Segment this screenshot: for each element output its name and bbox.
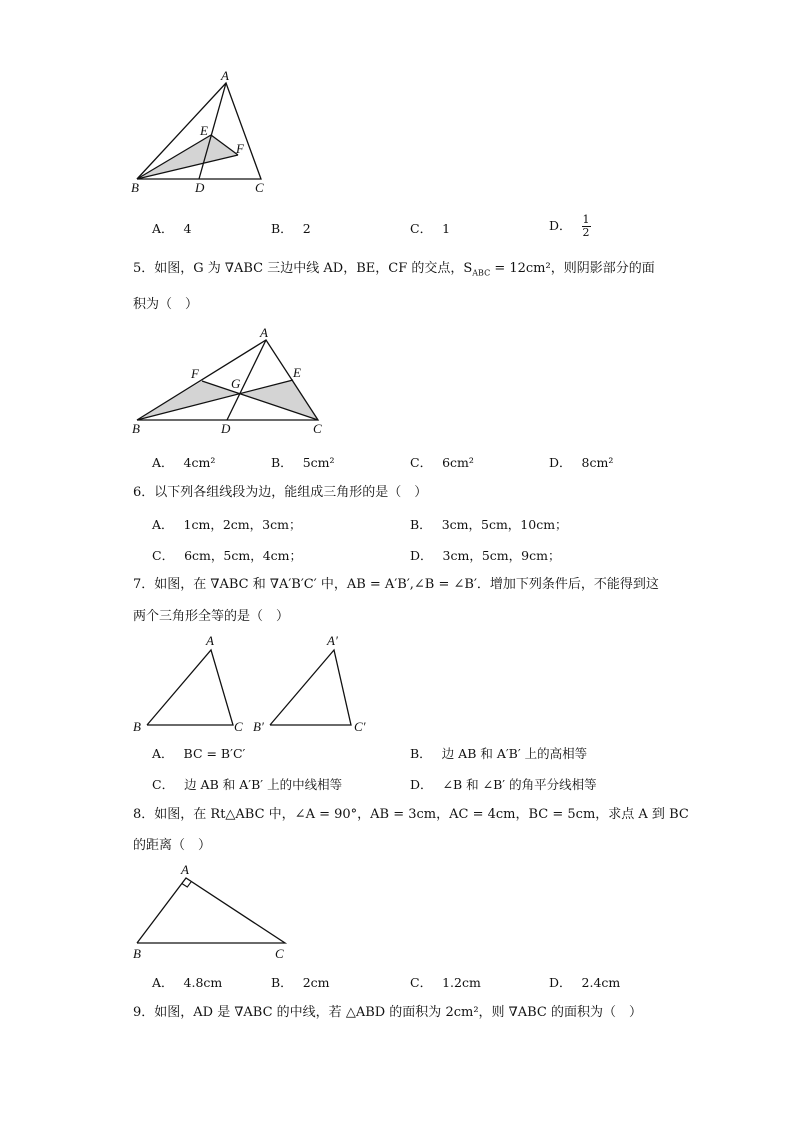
q4-option-c[interactable]: C． 1 xyxy=(410,221,451,236)
q7-stem-line1: 7．如图，在 ∇ABC 和 ∇A′B′C′ 中，AB = A′B′,∠B = ∠B′．增加下列条件后，不能得到这 xyxy=(133,577,659,592)
q5-label-e: E xyxy=(293,365,301,380)
q7-option-d[interactable]: D． ∠B 和 ∠B′ 的角平分线相等 xyxy=(410,777,597,792)
q5-label-f: F xyxy=(191,366,199,381)
q8-right-triangle-figure xyxy=(125,860,305,970)
q5-label-g: G xyxy=(231,376,241,391)
q4-label-d: D xyxy=(195,180,205,195)
q7-triangle-abc xyxy=(147,650,233,725)
q5-option-c[interactable]: C． 6cm² xyxy=(410,455,474,470)
q7-triangle-a2b2c2 xyxy=(270,650,351,725)
q8-stem-line2: 的距离（ ） xyxy=(133,838,212,853)
q5-option-b[interactable]: B． 5cm² xyxy=(271,455,335,470)
q7-label-a: A xyxy=(206,633,214,648)
q6-option-b[interactable]: B． 3cm，5cm，10cm； xyxy=(410,517,568,532)
q5-shaded-right xyxy=(239,380,318,420)
q5-option-a[interactable]: A． 4cm² xyxy=(152,455,216,470)
q5-triangle-figure xyxy=(125,325,335,440)
q8-stem-line1: 8．如图，在 Rt△ABC 中，∠A = 90°，AB = 3cm，AC = 4cm，BC = 5cm，求点 A 到 BC xyxy=(133,807,689,822)
q8-label-b: B xyxy=(133,946,141,961)
q4-option-b[interactable]: B． 2 xyxy=(271,221,311,236)
q4-label-b: B xyxy=(131,180,139,195)
q5-label-c: C xyxy=(313,421,322,436)
q5-stem-line2: 积为（ ） xyxy=(133,297,199,312)
q4-option-a[interactable]: A． 4 xyxy=(152,221,192,236)
q4-label-f: F xyxy=(236,141,244,156)
q7-option-c[interactable]: C． 边 AB 和 A′B′ 上的中线相等 xyxy=(152,777,343,792)
q5-label-b: B xyxy=(132,421,140,436)
q7-label-c-prime: C′ xyxy=(354,719,366,734)
q9-stem: 9．如图，AD 是 ∇ABC 的中线，若 △ABD 的面积为 2cm²，则 ∇ABC 的面积为（ ） xyxy=(133,1005,643,1020)
q4-fraction: $\frac{1}{2}$ xyxy=(582,213,590,239)
q6-option-d[interactable]: D． 3cm，5cm，9cm； xyxy=(410,548,561,563)
q8-triangle-outline xyxy=(137,878,285,943)
q7-label-c: C xyxy=(234,719,243,734)
q7-label-a-prime: A′ xyxy=(327,633,338,648)
q8-option-d[interactable]: D． 2.4cm xyxy=(549,975,621,990)
q5-label-d: D xyxy=(221,421,231,436)
q8-label-a: A xyxy=(181,862,189,877)
q8-option-b[interactable]: B． 2cm xyxy=(271,975,330,990)
q7-label-b-prime: B′ xyxy=(253,719,264,734)
q5-stem-line1: 5．如图，G 为 ∇ABC 三边中线 AD，BE，CF 的交点，$S_{ABC} = 12cm^2$，则阴影部分的面 xyxy=(133,261,655,278)
q7-triangles-figure xyxy=(125,630,385,740)
q4-label-e: E xyxy=(200,123,208,138)
q8-option-c[interactable]: C． 1.2cm xyxy=(410,975,481,990)
q7-option-b[interactable]: B． 边 AB 和 A′B′ 上的高相等 xyxy=(410,746,588,761)
q6-option-c[interactable]: C． 6cm，5cm，4cm； xyxy=(152,548,302,563)
q4-triangle-figure xyxy=(125,68,285,198)
q4-option-d[interactable]: D． $\frac{1}{2}$ xyxy=(549,213,590,239)
q6-option-a[interactable]: A． 1cm，2cm，3cm； xyxy=(152,517,302,532)
q6-stem: 6．以下列各组线段为边，能组成三角形的是（ ） xyxy=(133,485,428,500)
q8-label-c: C xyxy=(275,946,284,961)
q8-option-a[interactable]: A． 4.8cm xyxy=(152,975,223,990)
q4-shaded-triangle xyxy=(137,135,238,179)
q4-label-a: A xyxy=(221,68,229,83)
q5-option-d[interactable]: D． 8cm² xyxy=(549,455,614,470)
q7-label-b: B xyxy=(133,719,141,734)
q5-label-a: A xyxy=(260,325,268,340)
q7-option-a[interactable]: A． BC = B′C′ xyxy=(152,746,246,761)
q4-label-c: C xyxy=(255,180,264,195)
q5-shaded-left xyxy=(137,381,239,420)
q7-stem-line2: 两个三角形全等的是（ ） xyxy=(133,609,290,624)
